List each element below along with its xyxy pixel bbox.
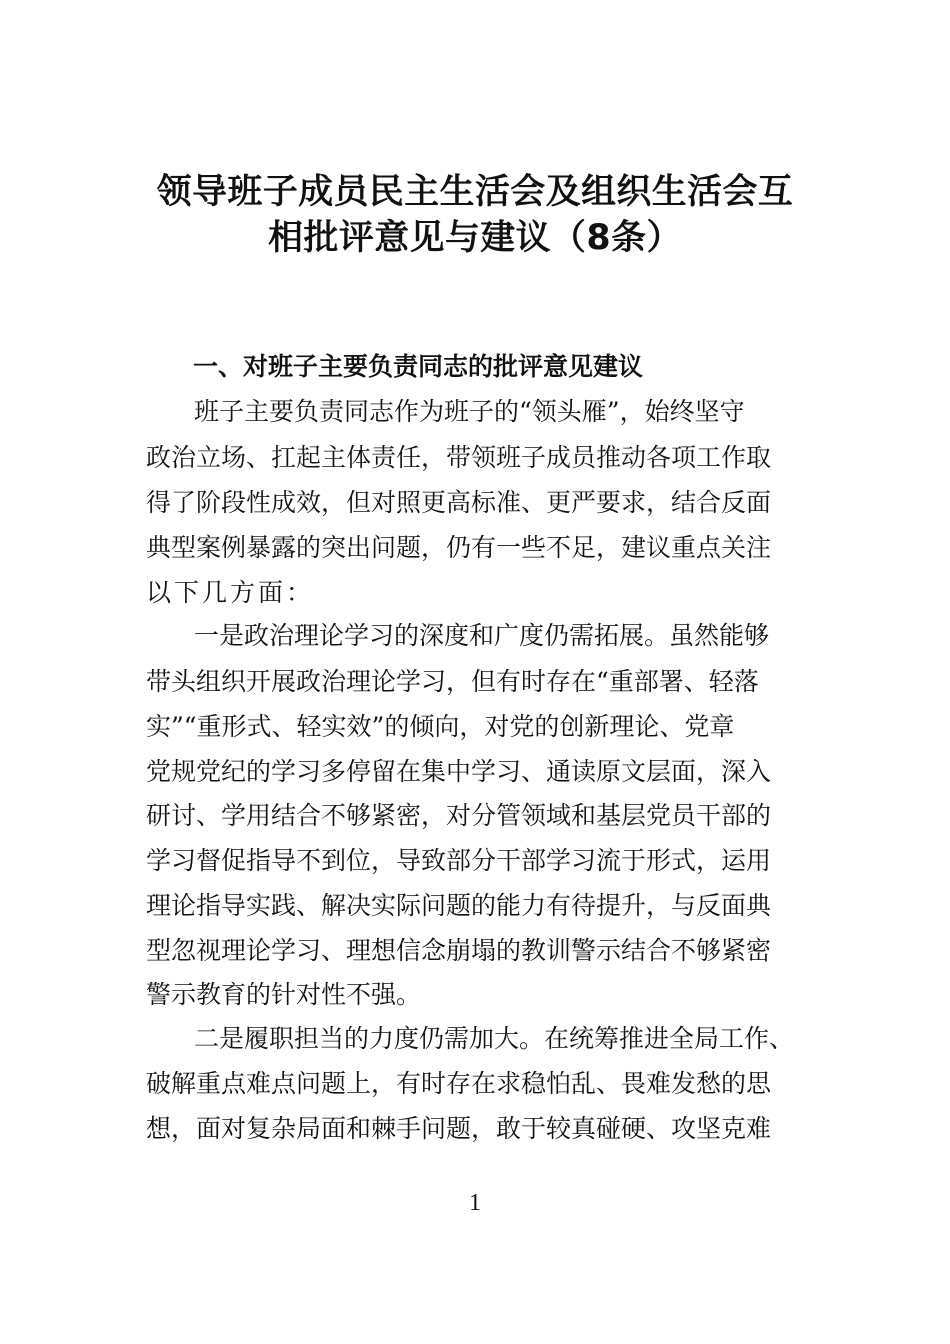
- section-heading: 一、对班子主要负责同志的批评意见建议: [193, 352, 644, 381]
- body-line: 型忽视理论学习、理想信念崩塌的教训警示结合不够紧密: [146, 936, 772, 965]
- body-line: 二是履职担当的力度仍需加大。在统筹推进全局工作、: [194, 1024, 795, 1053]
- document-title-line-1: 领导班子成员民主生活会及组织生活会互: [156, 172, 794, 212]
- document-title-line-2: 相批评意见与建议（8条）: [268, 218, 682, 258]
- page-number: 1: [469, 1190, 481, 1216]
- body-line: 一是政治理论学习的深度和广度仍需拓展。虽然能够: [194, 621, 770, 650]
- body-line: 政治立场、扛起主体责任，带领班子成员推动各项工作取: [146, 443, 772, 472]
- body-line: 以下几方面：: [146, 578, 315, 607]
- body-line: 警示教育的针对性不强。: [146, 980, 422, 1009]
- body-line: 理论指导实践、解决实际问题的能力有待提升，与反面典: [146, 891, 772, 920]
- body-line: 党规党纪的学习多停留在集中学习、通读原文层面，深入: [146, 757, 772, 786]
- body-line: 得了阶段性成效，但对照更高标准、更严要求，结合反面: [146, 488, 772, 517]
- body-line: 典型案例暴露的突出问题，仍有一些不足，建议重点关注: [146, 533, 772, 562]
- body-line: 实”“重形式、轻实效”的倾向，对党的创新理论、党章: [146, 712, 735, 741]
- body-line: 带头组织开展政治理论学习，但有时存在“重部署、轻落: [146, 667, 759, 696]
- body-line: 研讨、学用结合不够紧密，对分管领域和基层党员干部的: [146, 801, 772, 830]
- body-line: 学习督促指导不到位，导致部分干部学习流于形式，运用: [146, 846, 772, 875]
- body-line: 班子主要负责同志作为班子的“领头雁”，始终坚守: [194, 397, 745, 426]
- body-line: 想，面对复杂局面和棘手问题，敢于较真碰硬、攻坚克难: [146, 1114, 772, 1143]
- body-line: 破解重点难点问题上，有时存在求稳怕乱、畏难发愁的思: [146, 1069, 772, 1098]
